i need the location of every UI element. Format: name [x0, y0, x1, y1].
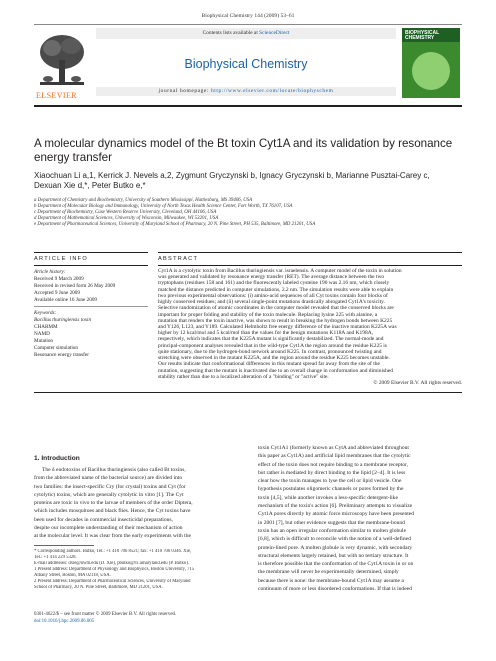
body-line: [6,8], which is difficult to reconcile with the notion of a well-defined: [258, 536, 411, 543]
abstract-line: highly conserved residues; and (ii) several single-point mutations drastically abrogated Cyt1A's toxicity.: [158, 299, 385, 306]
article-info-heading: ARTICLE INFO: [34, 256, 89, 262]
keyword: Resonance energy transfer: [34, 352, 89, 358]
abstract-line: and Y126, L123, and Y189. Calculated Helmholtz free energy difference of the inactive mutation K225A was: [158, 323, 397, 330]
intro-right-column: [258, 444, 468, 593]
article-info-rule: [34, 252, 148, 253]
affiliation: e Department of Pharmaceutical Sciences, University of Maryland School of Pharmacy, 20 N. Pine Street, PH 535, Baltimore, MD 21201, USA: [34, 222, 316, 227]
abstract-line: important for proper folding and stability of the toxin molecule. Replacing lysine 225 with alanine, a: [158, 311, 378, 318]
body-line: structural elements largely retained, but with no tertiary structure. It: [258, 552, 409, 559]
body-line: proteins are toxic in vivo to the larvae of members of the order Diptera,: [34, 500, 193, 507]
abstract-line: matched the distance predicted in computer simulations, 2.2 nm. The simulation results were able to explain: [158, 286, 394, 293]
abstract-line: stretching were observed in the mutant K225A, and the region around the residue K225 becomes unstable.: [158, 355, 390, 362]
publisher-name: ELSEVIER: [36, 91, 77, 100]
body-line: protein-lined pore. A molten globule is very dynamic, with secondary: [258, 544, 413, 551]
footnote-line: E-mail addresses: dxie@uwm.edu (D. Xie), pbutko@rx.umaryland.edu (P. Butko).: [34, 561, 189, 566]
history-item: Received in revised form 26 May 2009: [34, 283, 116, 289]
abstract-line: two previous experimental observations: (i) amino-acid sequences of all Cyt toxins contain four blocks of: [158, 292, 388, 299]
abstract-text: [158, 268, 462, 378]
abstract-heading: ABSTRACT: [158, 256, 199, 262]
keyword: NAMD: [34, 331, 50, 337]
body-line: from the abbreviated name of the bacterial source) are divided into: [34, 475, 183, 482]
section-heading: 1. Introduction: [34, 455, 80, 462]
keyword: Computer simulation: [34, 345, 78, 351]
author-line: Dexuan Xie d,*, Peter Butko e,*: [34, 181, 146, 190]
body-line: which includes mosquitoes and black flies. Hence, the Cyt toxins have: [34, 508, 191, 515]
body-line: in 2001 [7], but other evidence suggests that the membrane-bound: [258, 519, 405, 526]
cover-artwork: [412, 52, 450, 90]
affiliation: a Department of Chemistry and Biochemistry, University of Southern Mississippi, Hattiesburg, MS 39406, USA: [34, 198, 253, 203]
abstract-line: principal-component analyses revealed that in the wild-type Cyt1A the region around the residue K225 is: [158, 342, 387, 349]
body-line: the membrane will never be experimentally determined, simply: [258, 569, 399, 576]
body-line: Cyt1A pores directly by atomic force microscopy have been presented: [258, 511, 415, 518]
abstract-line: Selective randomization of atomic coordinates in the computer model revealed that the conserved blocks are: [158, 305, 394, 312]
history-item: Accepted 9 June 2009: [34, 290, 80, 296]
homepage-link[interactable]: http://www.elsevier.com/locate/biophyschem: [210, 88, 334, 94]
keywords-label: Keywords:: [34, 310, 57, 316]
footnotes: [34, 549, 244, 591]
body-line: The δ endotoxins of Bacillus thuringiensis (also called Bt toxins,: [42, 467, 186, 473]
body-line: despite our incomplete understanding of their mechanism of action: [34, 525, 183, 532]
abstract-line: quite stationary, due to the hydrogen-bond network around K225. In contrast, pronounced twisting and: [158, 348, 382, 355]
body-line: is therefore possible that the conformation of the Cyt1A toxin in or on: [258, 561, 414, 568]
history-label: Article history:: [34, 269, 66, 275]
abstract-line: higher by 12 kcal/mol and 5 kcal/mol than the values for the benign mutations K118A and K198A,: [158, 330, 373, 337]
keyword: CHARMM: [34, 324, 58, 330]
footnote-line: 1 Present address: Department of Physiology and Biophysics, Boston University, 715: [34, 567, 195, 572]
body-line: been used for decades in commercial insecticidal preparations,: [34, 516, 173, 523]
journal-masthead: [34, 24, 462, 104]
abstract-line: stability rather than due to a localized alteration of a "binding" or "active" site.: [158, 373, 329, 380]
footnote-divider: [34, 545, 94, 546]
keyword: Mutation: [34, 338, 54, 344]
body-line: at the molecular level. It was clear from the early experiments with the: [34, 533, 191, 540]
front-matter-divider: [34, 392, 462, 393]
body-line: effect of the toxin does not require binding to a membrane receptor,: [258, 461, 409, 468]
body-line: toxin Cyt1A1 (formerly known as CytA and abbreviated throughout: [258, 445, 409, 451]
footnote-line: 2 Present address: Department of Pharmaceutical Sciences, University of Maryland: [34, 579, 191, 584]
elsevier-tree-logo: [34, 30, 90, 92]
author-line: Xiaochuan Li a,1, Kerrick J. Nevels a,2, Zygmunt Gryczynski b, Ignacy Gryczynski b, Marianne Pusztai-Carey c,: [34, 171, 430, 180]
abstract-line: was generated and validated by resonance energy transfer (RET). The average distance between the two: [158, 274, 385, 281]
affiliation: d Department of Mathematical Sciences, University of Wisconsin, Milwaukee, WI 53201, USA: [34, 216, 219, 221]
footnote-line: Tel.: +1 414 229 5328.: [34, 555, 77, 560]
doi-link[interactable]: doi:10.1016/j.bpc.2009.06.005: [34, 619, 95, 624]
journal-homepage-bar: [96, 87, 396, 96]
affiliation: c Department of Biochemistry, Case Western Reserve University, Cleveland, OH 44106, USA: [34, 210, 217, 215]
journal-citation: Biophysical Chemistry 144 (2009) 53–61: [201, 13, 295, 19]
affiliation: b Department of Molecular Biology and Immunology, University of North Texas Health Science Center, Fort Worth, TX 76107, USA: [34, 204, 293, 209]
body-line: continuum of more or less disordered conformations. If that is indeed: [258, 586, 412, 593]
title-line: A molecular dynamics model of the Bt toxin Cyt1A and its validation by resonance: [34, 137, 453, 150]
cover-title: BIOPHYSICAL CHEMISTRY: [405, 30, 440, 41]
body-line: clear how the toxin manages to lyse the cell or lipid vesicle. One: [258, 478, 402, 485]
journal-title: Biophysical Chemistry: [184, 57, 308, 71]
body-line: hypothesis postulates oligomeric channels or pores formed by the: [258, 486, 404, 493]
footnote-line: * Corresponding authors. Butko, Tel.: +1 410 706 8521; fax: +1 410 706 0346. Xie,: [34, 549, 192, 554]
body-line: toxin [4,5], while another invokes a less-specific detergent-like: [258, 494, 398, 501]
body-line: toxin has an open irregular conformation similar to molten globule: [258, 527, 407, 534]
history-item: Received 9 March 2009: [34, 276, 84, 282]
sciencedirect-link[interactable]: ScienceDirect: [259, 30, 290, 36]
abstract-line: mutation that renders the toxin inactive, was shown to result in breaking the hydrogen bonds between K225: [158, 317, 393, 324]
abstract-underline: [158, 265, 462, 266]
issn-line: 0301-4622/$ – see front matter © 2009 Elsevier B.V. All rights reserved.: [34, 612, 177, 617]
copyright-notice: © 2009 Elsevier B.V. All rights reserved.: [373, 380, 462, 386]
abstract-line: mutation, suggesting that the mutant is inactivated due to an overall change in conformation and diminished: [158, 367, 393, 374]
keyword: Bacillus thuringiensis toxin: [34, 317, 92, 323]
homepage-prefix: journal homepage:: [158, 88, 211, 94]
body-line: cytolytic) toxins, which are generally cytolytic in vitro [1]. The Cyt: [34, 491, 184, 498]
abstract-line: tryptophans (residues 158 and 161) and the fluorescently labeled cysteine 190 was 2.16 nm, which closely: [158, 280, 390, 287]
body-line: two families: the insect-specific Cry (for crystal) toxins and Cyt (for: [34, 483, 186, 490]
masthead-divider: [34, 105, 462, 107]
contents-availability-bar: [96, 28, 396, 39]
title-line: energy transfer: [34, 150, 112, 164]
abstract-line: respectively, which indicates that the K225A mutant is significantly destabilized. The normal-mode and: [158, 336, 384, 343]
intro-left-column: [34, 466, 246, 541]
footnote-line: Albany Street, Boston, MA 02118, USA.: [34, 573, 111, 578]
article-info-underline: [34, 265, 148, 266]
body-line: but rather is mediated by direct binding to the lipid [2–4]. It is less: [258, 469, 406, 476]
abstract-line: Cyt1A is a cytolytic toxin from Bacillus thuringiensis var. israelensis. A computer model of the toxin in solution: [158, 268, 402, 274]
info-divider: [34, 306, 148, 307]
footnote-line: School of Pharmacy, 20 N. Pine Street, Baltimore, MD 21201, USA.: [34, 585, 163, 590]
contents-prefix: Contents lists available at: [202, 30, 260, 36]
body-line: mechanism of the toxin's action [6]. Preliminary attempts to visualize: [258, 503, 413, 510]
journal-cover-image: [402, 28, 460, 98]
body-line: this paper as Cyt1A) and artificial lipid membranes that the cytolytic: [258, 453, 411, 460]
article-title: [34, 137, 462, 164]
body-line: because there is none: the membrane-bound Cyt1A may assume a: [258, 577, 404, 584]
abstract-line: Our results indicate that conformational differences in this mutant spread far away from the site of the: [158, 361, 380, 368]
abstract-rule: [158, 252, 462, 253]
history-item: Available online 16 June 2009: [34, 297, 98, 303]
